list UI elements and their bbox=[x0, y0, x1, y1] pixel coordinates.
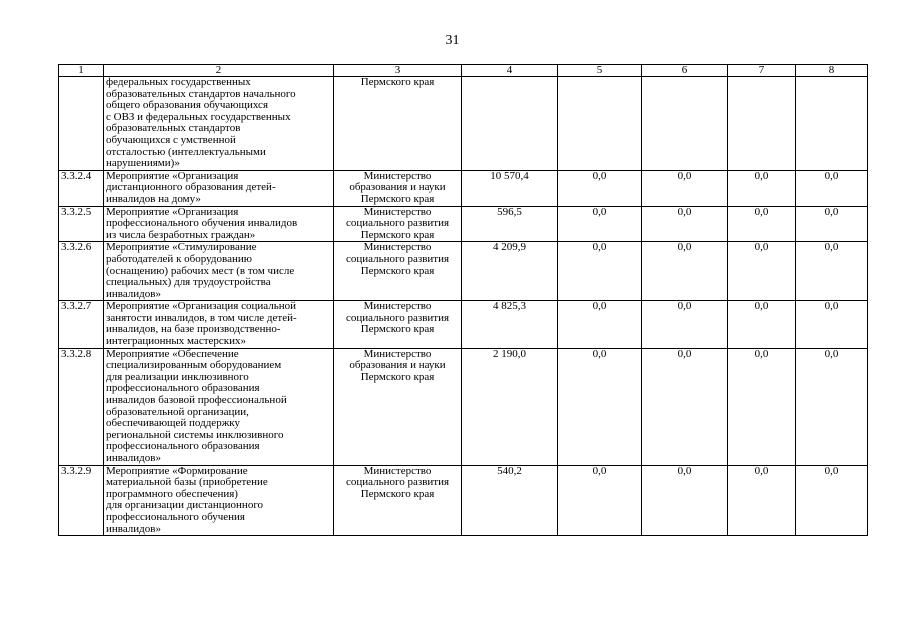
row-executor bbox=[334, 348, 462, 465]
executor-line: социального развития bbox=[345, 311, 450, 324]
executor-line: Пермского края bbox=[360, 323, 435, 336]
description-line: образовательной организации, bbox=[106, 405, 249, 418]
row-code: 3.3.2.4 bbox=[59, 170, 104, 206]
description-line: программного обеспечения) bbox=[106, 487, 238, 500]
description-line: с ОВЗ и федеральных государственных bbox=[106, 110, 291, 123]
row-value: 0,0 bbox=[796, 465, 868, 536]
description-line: интеграционных мастерских» bbox=[106, 335, 246, 348]
executor-line: социального развития bbox=[345, 217, 450, 230]
row-code: 3.3.2.6 bbox=[59, 242, 104, 301]
executor-line: Пермского края bbox=[360, 264, 435, 277]
row-code: 3.3.2.7 bbox=[59, 301, 104, 348]
description-line: нарушениями)» bbox=[106, 157, 180, 170]
description-line: инвалидов» bbox=[106, 287, 161, 300]
table-row bbox=[59, 348, 868, 465]
description-line: работодателей к оборудованию bbox=[106, 252, 252, 265]
row-value bbox=[558, 77, 642, 171]
row-value: 4 825,3 bbox=[462, 301, 558, 348]
description-line: профессионального обучения инвалидов bbox=[106, 217, 298, 230]
executor-line: социального развития bbox=[345, 476, 450, 489]
executor-line: Пермского края bbox=[360, 192, 435, 205]
header-cell: 7 bbox=[728, 65, 796, 77]
description-line: профессионального образования bbox=[106, 440, 260, 453]
description-line: Мероприятие «Организация социальной bbox=[106, 300, 297, 313]
header-cell: 8 bbox=[796, 65, 868, 77]
row-value: 0,0 bbox=[558, 206, 642, 242]
description-line: общего образования обучающихся bbox=[106, 99, 269, 112]
row-value bbox=[462, 77, 558, 171]
executor-line: Министерство bbox=[363, 465, 432, 477]
page-number: 31 bbox=[445, 33, 460, 48]
description-line: для реализации инклюзивного bbox=[106, 370, 249, 383]
row-value: 540,2 bbox=[462, 465, 558, 536]
header-cell: 3 bbox=[334, 65, 462, 77]
executor-line: Пермского края bbox=[360, 487, 435, 500]
description-line: образовательных стандартов начального bbox=[106, 87, 296, 100]
row-value bbox=[728, 77, 796, 171]
description-line: Мероприятие «Организация bbox=[106, 206, 239, 218]
executor-line: образования и науки bbox=[349, 359, 446, 372]
executor-line: Министерство bbox=[363, 300, 432, 313]
row-value: 0,0 bbox=[728, 348, 796, 465]
description-line: региональной системы инклюзивного bbox=[106, 428, 284, 441]
row-description bbox=[104, 301, 334, 348]
row-value: 0,0 bbox=[728, 465, 796, 536]
description-line: инвалидов» bbox=[106, 522, 161, 535]
row-description bbox=[104, 465, 334, 536]
executor-line: социального развития bbox=[345, 252, 450, 265]
row-value: 0,0 bbox=[642, 206, 728, 242]
description-line: инвалидов базовой профессиональной bbox=[106, 394, 287, 407]
header-row bbox=[59, 65, 868, 77]
description-line: отсталостью (интеллектуальными bbox=[106, 145, 266, 158]
executor-line: Министерство bbox=[363, 170, 432, 182]
description-line: Мероприятие «Формирование bbox=[106, 465, 248, 477]
row-value: 0,0 bbox=[728, 206, 796, 242]
description-line: специальных) для трудоустройства bbox=[106, 276, 271, 289]
description-line: материальной базы (приобретение bbox=[106, 476, 268, 489]
row-value: 0,0 bbox=[796, 348, 868, 465]
row-executor bbox=[334, 301, 462, 348]
table-row bbox=[59, 242, 868, 301]
description-line: Мероприятие «Обеспечение bbox=[106, 348, 239, 360]
row-value: 0,0 bbox=[728, 301, 796, 348]
executor-line: Министерство bbox=[363, 348, 432, 360]
table-row bbox=[59, 301, 868, 348]
executor-line: Министерство bbox=[363, 206, 432, 218]
table-row bbox=[59, 170, 868, 206]
row-executor bbox=[334, 242, 462, 301]
table-row bbox=[59, 206, 868, 242]
row-value: 0,0 bbox=[642, 242, 728, 301]
row-value: 0,0 bbox=[642, 301, 728, 348]
row-value: 596,5 bbox=[462, 206, 558, 242]
row-executor bbox=[334, 465, 462, 536]
description-line: дистанционного образования детей- bbox=[106, 181, 276, 194]
executor-line: Пермского края bbox=[360, 228, 435, 241]
row-description bbox=[104, 348, 334, 465]
row-value: 4 209,9 bbox=[462, 242, 558, 301]
row-value: 0,0 bbox=[558, 465, 642, 536]
row-value: 0,0 bbox=[558, 301, 642, 348]
executor-line: образования и науки bbox=[349, 181, 446, 194]
description-line: Мероприятие «Стимулирование bbox=[106, 241, 257, 254]
header-cell: 4 bbox=[462, 65, 558, 77]
row-executor bbox=[334, 77, 462, 171]
row-value: 0,0 bbox=[728, 170, 796, 206]
description-line: федеральных государственных bbox=[106, 76, 251, 88]
row-value: 0,0 bbox=[642, 465, 728, 536]
description-line: профессионального обучения bbox=[106, 510, 245, 523]
executor-line: Пермского края bbox=[360, 370, 435, 383]
description-line: образовательных стандартов bbox=[106, 122, 241, 135]
executor-line: Министерство bbox=[363, 241, 432, 254]
row-value: 0,0 bbox=[642, 170, 728, 206]
row-description bbox=[104, 242, 334, 301]
description-line: специализированным оборудованием bbox=[106, 359, 282, 372]
description-line: занятости инвалидов, в том числе детей- bbox=[106, 311, 297, 324]
program-table bbox=[58, 64, 868, 536]
row-description bbox=[104, 77, 334, 171]
description-line: Мероприятие «Организация bbox=[106, 170, 239, 182]
description-line: инвалидов на дому» bbox=[106, 192, 201, 205]
row-description bbox=[104, 170, 334, 206]
row-value: 10 570,4 bbox=[462, 170, 558, 206]
row-value: 0,0 bbox=[558, 170, 642, 206]
row-value: 0,0 bbox=[796, 206, 868, 242]
row-code: 3.3.2.9 bbox=[59, 465, 104, 536]
description-line: для организации дистанционного bbox=[106, 499, 264, 512]
description-line: профессионального образования bbox=[106, 382, 260, 395]
row-value bbox=[642, 77, 728, 171]
row-value bbox=[796, 77, 868, 171]
row-value: 0,0 bbox=[558, 348, 642, 465]
description-line: (оснащению) рабочих мест (в том числе bbox=[106, 264, 295, 277]
description-line: инвалидов, на базе производственно- bbox=[106, 323, 281, 336]
row-code bbox=[59, 77, 104, 171]
row-value: 0,0 bbox=[728, 242, 796, 301]
table-row bbox=[59, 77, 868, 171]
row-description bbox=[104, 206, 334, 242]
row-value: 0,0 bbox=[796, 242, 868, 301]
row-value: 0,0 bbox=[642, 348, 728, 465]
row-executor bbox=[334, 206, 462, 242]
row-value: 0,0 bbox=[796, 170, 868, 206]
row-value: 0,0 bbox=[558, 242, 642, 301]
row-value: 2 190,0 bbox=[462, 348, 558, 465]
row-code: 3.3.2.8 bbox=[59, 348, 104, 465]
description-line: обучающихся с умственной bbox=[106, 133, 236, 146]
description-line: инвалидов» bbox=[106, 452, 161, 464]
header-cell: 2 bbox=[104, 65, 334, 77]
header-cell: 6 bbox=[642, 65, 728, 77]
description-line: обеспечивающей поддержку bbox=[106, 417, 240, 430]
row-value: 0,0 bbox=[796, 301, 868, 348]
row-code: 3.3.2.5 bbox=[59, 206, 104, 242]
header-cell: 1 bbox=[59, 65, 104, 77]
header-cell: 5 bbox=[558, 65, 642, 77]
table-row bbox=[59, 465, 868, 536]
executor-line: Пермского края bbox=[360, 76, 435, 88]
row-executor bbox=[334, 170, 462, 206]
description-line: из числа безработных граждан» bbox=[106, 228, 256, 241]
